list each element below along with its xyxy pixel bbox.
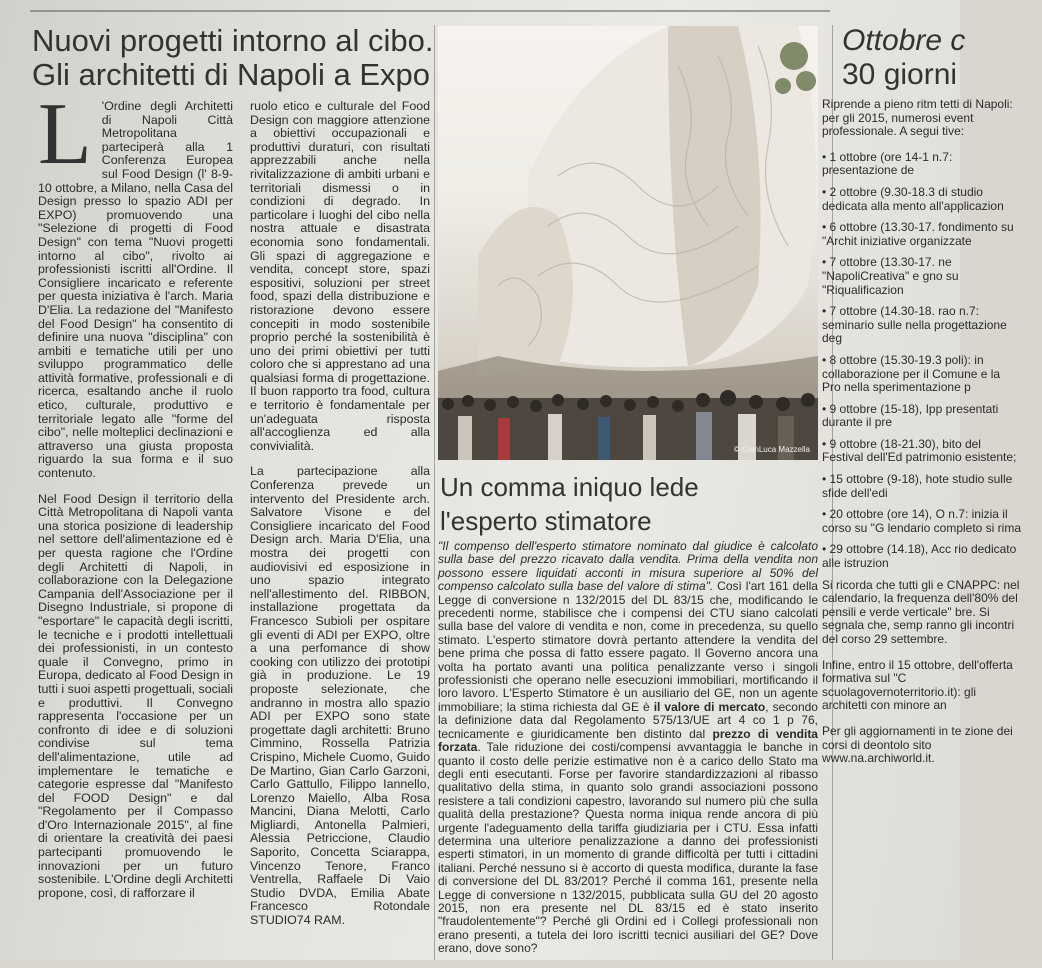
expo-pavilion-photo	[438, 26, 818, 460]
event-item: • 9 ottobre (15-18), Ipp presentati durante il pre	[822, 401, 999, 430]
right-article-body	[822, 98, 1022, 778]
paragraph: La partecipazione alla Conferenza prevede un intervento del Presidente arch. Salvatore Visone e del Consigliere incaricato del Food Design arch. Maria D'Elia, una mostra dei progetti con audiovisivi ed esposizione in uno spazio integrato nell'allestimento del. RIBBON, installazione progettata da Francesco Subioli per ospitare gli eventi di ADI per EXPO, oltre a una perfomance di show cooking con utilizzo dei prototipi già in produzione. Le 19 proposte selezionate, che andranno in mostra allo spazio ADI per EXPO sono state progettate dagli architetti: Bruno Cimmino, Rossella Patrizia Crispino, Michele Cuomo, Guido De Martino, Gian Carlo Garzoni, Carlo Gattullo, Filippo Iannello, Lorenzo Maiello, Alba Rosa Mancini, Diana Melotti, Carlo Migliardi, Antonella Palmieri, Alessia Petriccione, Claudio Saporito, Concetta Sciarappa, Vincenzo Tenore, Franco Ventrella, Raffaele Di Vaio Studio DVDA, Emilia Abate Francesco Rotondale STUDIO74 RAM.	[250, 464, 430, 928]
event-item: • 7 ottobre (13.30-17. ne "NapoliCreativa" e gno su "Riqualificazion	[822, 255, 959, 297]
bold-text: il valore di mercato	[653, 699, 766, 714]
headline-line2: 30 giorni	[842, 58, 958, 91]
left-article-headline	[32, 24, 442, 92]
headline-line2: Gli architetti di Napoli a Expo	[32, 57, 431, 92]
pavilion-illustration	[438, 26, 818, 460]
event-item: • 15 ottobre (9-18), hote studio sulle sfide dell'edi	[822, 472, 1013, 500]
paragraph: Per gli aggiornamenti in te zione dei corsi di deontolo sito www.na.archiworld.it.	[822, 723, 1013, 766]
quote: "Il compenso dell'esperto stimatore nominato dal giudice è calcolato sulla base del prezzo ricavato dalla vendita. Prima della vendita non possono essere liquidati acconti in misura superiore al 50% del compenso calcolato sulla base del valore di stima".	[438, 539, 818, 594]
paragraph: Riprende a pieno ritm tetti di Napoli: per gli 2015, numerosi event professionale. A segui tive:	[822, 97, 1013, 139]
event-item: • 7 ottobre (14.30-18. rao n.7: seminario sulle nella progettazione deg	[822, 304, 1007, 346]
text: Così l'art 161 della Legge di conversione n 132/2015 del DL 83/15 che, modificando le precedenti norme, stabilisce che i compensi dei CTU siano calcolati sulla base del valore di vendita e non, come in precedenza, su quello stimato. L'esperto stimatore dovrà pertanto attendere la vendita del bene prima che possa di fatto essere pagato. Il Governo ancora una volta ha portato avanti una politica penalizzante verso i singoli professionisti che operano nelle esecuzioni immobiliari, mortificando il loro lavoro. L'Esperto Stimatore è un ausiliario del GE, non un agente immobiliare; la stima richiesta dal GE è	[438, 579, 818, 714]
event-item: • 2 ottobre (9.30-18.3 di studio dedicata alla mento all'applicazion	[822, 184, 1004, 213]
event-item: • 8 ottobre (15.30-19.3 poli): in collaborazione per il Comune e la Pro nella sperimentazione p	[822, 352, 1001, 395]
right-article-headline	[842, 24, 1042, 92]
paragraph: Si ricorda che tutti gli e CNAPPC: nel calendario, la frequenza dell'80% del pensili e verde verticale" bre. Si segnala che, semp ranno gli incontri del corso 29 settembre.	[822, 577, 1020, 646]
paragraph: ruolo etico e culturale del Food Design con maggiore attenzione a obiettivi occupazionali e produttivi duraturi, con risultati apprezzabili anche nella rivitalizzazione di ambiti urbani e territoriali dismessi o in condizioni di degrado. In particolare i luoghi del cibo nella nostra attuale e disastrata economia sono fondamentali. Gli spazi di aggregazione e vendita, concept store, spazi espositivi, soluzioni per street food, spazi della distribuzione e ristorazione devono essere concepiti in modo sostenibile proprio perché la sostenibilità è uno dei primi obiettivi per tutti coloro che si apprestano ad una qualsiasi forma di progettazione. Il buon rapporto tra food, cultura e territorio è fondamentale per un'adeguata risposta all'accoglienza ed alla convivialità.	[250, 99, 430, 453]
paragraph: 'Ordine degli Architetti di Napoli Città Metropolitana parteciperà alla 1 Conferenza Europea sul Food Design (l' 8-9-10 ottobre, a Milano, nella Casa del Design presso lo spazio ADI per EXPO) promuovendo una "Selezione di progetti di Food Design" con tema "Nuovi progetti intorno al cibo", rivolto ai professionisti iscritti all'Ordine. Il Consigliere incaricato e referente per questa iniziativa è l'arch. Maria D'Elia. La redazione del "Manifesto del Food Design" ha consentito di definire una nuova "disciplina" con ambiti e tematiche utili per uno sviluppo programmatico delle attività formative, professionali e di ricerca, esaltando anche il ruolo etico, culturale, produttivo e territoriale legato alle "forme del cibo", nelle molteplici declinazioni e attraverso una giusta proposta riguardo la sua forma e il suo contenuto.	[38, 99, 233, 481]
event-item: • 6 ottobre (13.30-17. fondimento su "Archit iniziative organizzate	[822, 220, 1014, 248]
column-divider	[434, 25, 435, 960]
text: , secondo la definizione data dal Regolamento 575/13/UE art 4 co 1 p 76, tecnicamente e giuridicamente ben distinto dal	[438, 699, 818, 741]
top-rule	[30, 10, 830, 12]
center-article-headline	[440, 470, 820, 538]
headline-line1: Un comma iniquo lede	[440, 472, 699, 502]
left-article-column-1	[38, 86, 233, 912]
event-item: • 9 ottobre (18-21.30), bito del Festival dell'Ed patrimonio esistente;	[822, 436, 1017, 465]
photo-credit: © GianLuca Mazzella	[733, 445, 810, 454]
headline-line1: Nuovi progetti intorno al cibo.	[32, 23, 434, 58]
drop-cap: L	[38, 86, 92, 183]
headline-line2: l'esperto stimatore	[440, 506, 652, 536]
paragraph: Infine, entro il 15 ottobre, dell'offerta formativa sul "C scuolagovernoterritorio.it): gli architetti con minore an	[822, 657, 1013, 713]
left-article-column-2	[250, 100, 430, 940]
center-article-body	[438, 540, 818, 968]
event-item: • 1 ottobre (ore 14-1 n.7: presentazione de	[822, 149, 953, 178]
paragraph: Nel Food Design il territorio della Città Metropolitana di Napoli vanta una storica posizione di leadership nel settore dell'alimentazione ed è per questa ragione che l'Ordine degli Architetti di Napoli, in collaborazione con la Delegazione Campania dell'Associazione per il Disegno Industriale, si propone di "esportare" le capacità degli iscritti, le tecniche e i prodotti intellettuali dei professionisti, in un contesto quale il Convegno, primo in Europa, dedicato al Food Design in tutti i suoi aspetti progettuali, sociali e produttivi. Il Convegno rappresenta l'occasione per un confronto di idee e di soluzioni condivise sul tema dell'alimentazione, utile ad implementare le tematiche e categorie espresse dal "Manifesto del FOOD Design" e dal "Regolamento per il Compasso d'Oro Internazionale 2015", al fine di orientare la creatività dei paesi partecipanti promuovendo le innovazioni per un futuro sostenibile. L'Ordine degli Architetti propone, così, di rafforzare il	[38, 491, 233, 900]
event-item: • 20 ottobre (ore 14), O n.7: inizia il corso su "G lendario completo si rima	[822, 507, 1022, 535]
bold-text: prezzo di vendita forzata	[438, 726, 818, 755]
text: . Tale riduzione dei costi/compensi avvantaggia le banche in quanto il costo delle perizie estimative non è a carico dello Stato ma degli enti esecutanti. Forse per favorire standardizzazioni al ribasso qualitativo della stima, in quanto solo grandi associazioni possono resistere a tali condizioni capestro, lavorando sul numero più che sulla qualità della prestazione? Questa norma iniqua rende ancora di più urgente l'adeguamento della tariffa giudiziaria per i CTU. Essa infatti determina una ulteriore penalizzazione a danno dei professionisti esperti stimatori, in un momento di grande difficoltà per tutti i cittadini italiani. Perché nessuno si è accorto di questa modifica, durante la fase di conversione del DL 83/201? Perché il comma 161, presente nella Legge di conversione n 132/2015, pubblicata sulla GU del 20 agosto 2015, non era presente nel DL 83/15 ed è stato inserito "fraudolentemente"? Perché gli Ordini ed i Collegi professionali non erano presenti, a tutela dei loro iscritti tecnici ausiliari del GE? Dove erano, dove sono?	[438, 740, 818, 956]
headline-line1: Ottobre c	[842, 24, 966, 57]
event-item: • 29 ottobre (14.18), Acc rio dedicato alle istruzion	[822, 542, 1017, 571]
